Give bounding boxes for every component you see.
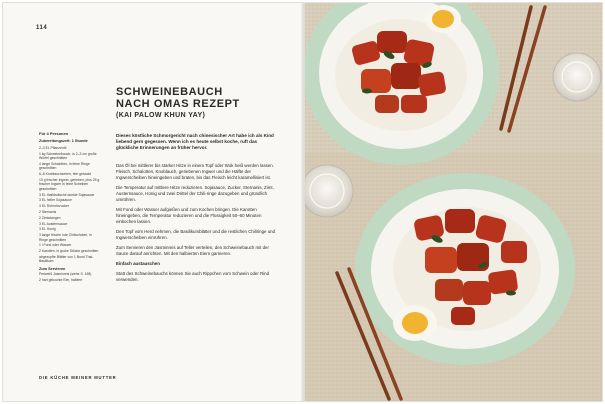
serving-heading: Zum Servieren (39, 266, 66, 271)
ingredients-list (39, 131, 101, 283)
ingredient-item: 1 kg Schweinebauch, in 2–3 cm große Würfel geschnitten (39, 151, 97, 161)
step-5: Zum Servieren den Jasminreis auf Teller verteilen, den Schweinebauch mit der Sauce darauf anrichten. Mit den halbierten Eiern garnieren. (116, 245, 269, 256)
ingredient-item: 3 EL Rohrohrzucker (39, 204, 70, 209)
ingredient-items (39, 146, 101, 264)
book-spread (3, 3, 602, 401)
ingredient-item: 2–3 EL Pflanzenöl (39, 146, 67, 150)
water-glass-left (305, 165, 353, 217)
tip-text: Statt des Schweinebauchs können Sie auch Rippchen vom Schwein oder Rind verwenden. (116, 271, 270, 282)
ingredient-item: abgezupfte Blätter von 1 Bund Thai-Basilikum (39, 254, 94, 264)
ingredient-item: 4 lange Schalotten, in feine Ringe geschnitten (39, 162, 90, 171)
ingredient-item: 3 EL heller Sojasauce (39, 198, 72, 203)
servings: Für 4 Personen (39, 131, 69, 136)
serving-items (39, 272, 101, 282)
ingredient-item: 3 EL Austernsauce (39, 221, 68, 226)
ingredient-item: 10 g frischer Ingwer, gerieben, plus 25 g frischer Ingwer in feine Scheiben geschnitten (39, 178, 100, 191)
egg-bottom (393, 305, 437, 341)
step-2: Die Temperatur auf mittlere Hitze reduzieren. Sojasauce, Zucker, Sternanis, Zimt, Austernsauce, Honig und zwei Drittel der Chili-ringe dazugeben und gründlich umrühren. (116, 185, 274, 202)
ingredient-item: 3 EL Honig (39, 227, 56, 232)
food-photo (305, 3, 602, 401)
tip-title: Einfach austauschen (116, 261, 160, 266)
ingredient-item: 3 EL thailändische dunkle Sojasauce (39, 192, 95, 197)
ingredient-item: 6–8 Knoblauchzehen, fein gehackt (39, 172, 92, 177)
recipe-steps (116, 163, 276, 287)
running-footer: DIE KÜCHE MEINER MUTTER (39, 375, 117, 380)
recipe-title-line2: NACH OMAS REZEPT (116, 98, 240, 110)
serving-item: Perlweiß Jasminreis (siehe S. 168) (39, 271, 92, 276)
recipe-title-line1: SCHWEINEBAUCH (116, 86, 223, 98)
prep-time: Zubereitungszeit: 1 Stunde (39, 139, 88, 143)
food-photo-page (305, 3, 602, 401)
recipe-title (116, 86, 276, 110)
recipe-intro: Dieses köstliche Schmorgericht nach chinesischer Art habe ich als Kind liebend gern gegessen. Wenn ich es heute selbst koche, ruft das glückliche Erinnerungen an früher hervor. (116, 133, 274, 151)
recipe-page (3, 3, 303, 401)
recipe-subtitle: (KAI PALOW KHUN YAY) (116, 112, 206, 119)
step-4: Den Topf vom Herd nehmen, die Basilikumblätter und die restlichen Chiliringe und Ingwerscheiben einrühren. (116, 229, 276, 240)
serving-item: 2 hart gekochte Eier, halbiert (39, 277, 83, 282)
ingredient-item: 2 Zimtstangen (39, 215, 61, 220)
egg-top (425, 5, 461, 33)
bottom-plate (355, 173, 575, 365)
ingredient-item: 1 l Fond oder Wasser (39, 243, 72, 248)
page-number: 114 (36, 25, 48, 31)
step-1: Das Öl bei mittlerer bis starker Hitze in einem Topf oder Wok heiß werden lassen. Fleisch, Schalotten, Knoblauch, geriebenen Ingwer und die Hälfte der Ingwerscheiben hineingeben und braten, bis das Fleisch leicht karamellisiert ist. (116, 163, 274, 180)
ingredient-item: 3 lange frische rote Chilischoten, in Ringe geschnitten (39, 233, 92, 242)
step-3: Mit Fond oder Wasser aufgießen und zum Kochen bringen. Die Karotten hineingeben, die Temperatur reduzieren und die Flüssigkeit 50–60 Minuten einkochen lassen. (116, 207, 262, 224)
ingredient-item: 2 Karotten, in grobe Stücke geschnitten (39, 249, 99, 254)
ingredient-item: 2 Sternanis (39, 210, 57, 214)
water-glass-top (553, 53, 601, 101)
